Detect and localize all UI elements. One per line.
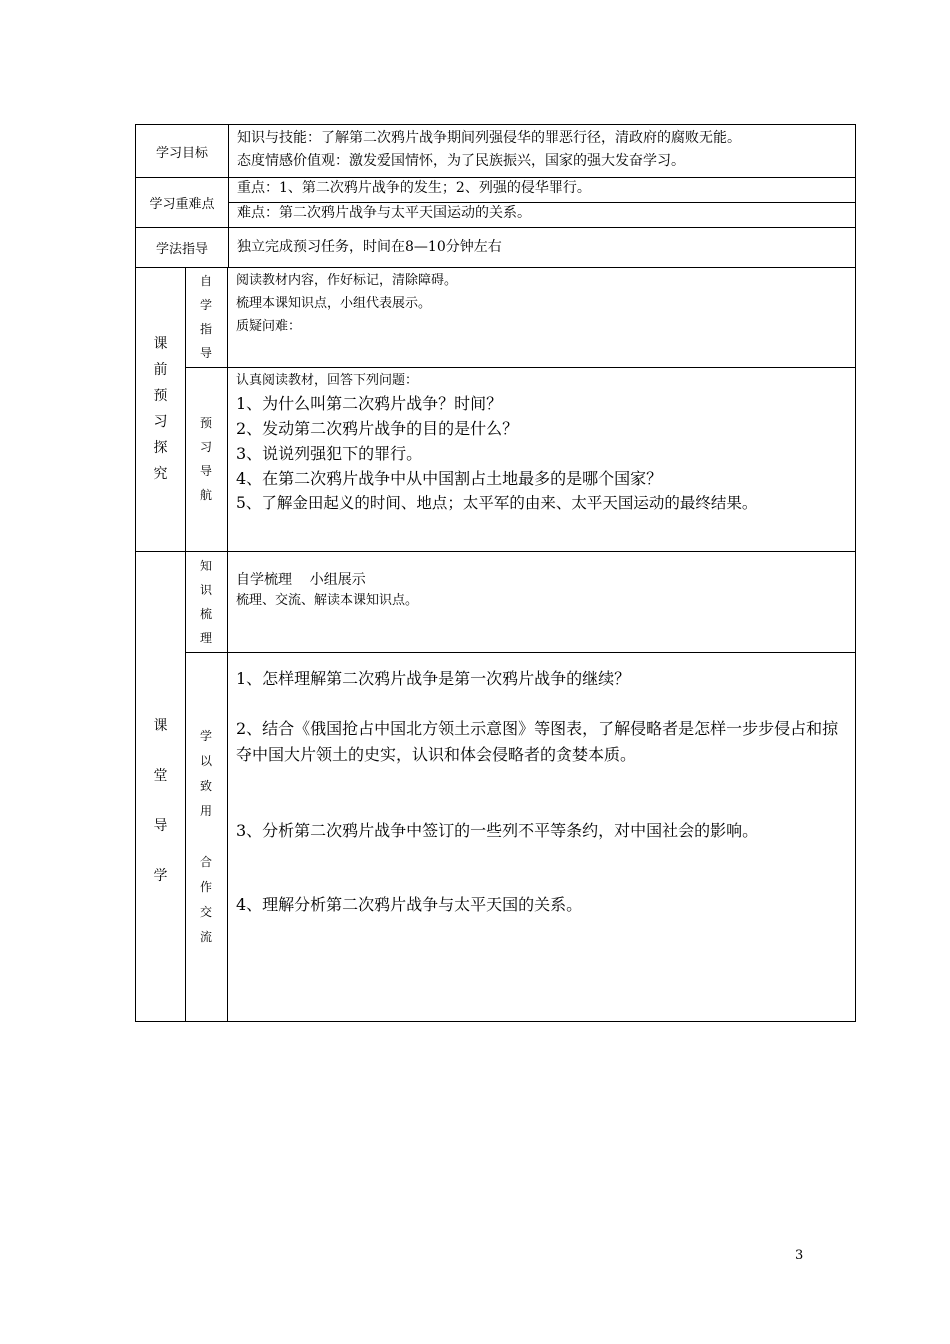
preclass-section-label: 课 前 预 习 探 究	[153, 336, 168, 482]
self-study-line-1: 阅读教材内容，作好标记，清除障碍。	[236, 273, 458, 288]
preview-question-5: 5、了解金田起义的时间、地点；太平军的由来、太平天国运动的最终结果。	[236, 494, 758, 512]
key-focus: 重点：1、第二次鸦片战争的发生；2、列强的侵华罪行。	[237, 180, 591, 196]
self-study-label: 自 学 指 导	[199, 274, 212, 360]
knowledge-label: 知 识 梳 理	[199, 558, 212, 645]
preview-question-2: 2、发动第二次鸦片战争的目的是什么？	[236, 419, 519, 438]
preview-question-4: 4、在第二次鸦片战争中从中国割占土地最多的是哪个国家？	[236, 469, 663, 488]
preview-label: 预 习 导 航	[199, 416, 212, 502]
preview-question-3: 3、说说列强犯下的罪行。	[236, 444, 423, 463]
apply-question-4: 4、理解分析第二次鸦片战争与太平天国的关系。	[236, 895, 583, 914]
key-difficulty: 难点：第二次鸦片战争与太平天国运动的关系。	[237, 205, 531, 221]
preview-intro: 认真阅读教材，回答下列问题：	[236, 373, 419, 388]
apply-question-1: 1、怎样理解第二次鸦片战争是第一次鸦片战争的继续？	[236, 669, 631, 688]
knowledge-line-1: 自学梳理 小组展示	[236, 572, 366, 588]
self-study-line-2: 梳理本课知识点，小组代表展示。	[236, 296, 432, 311]
goal-label: 学习目标	[155, 145, 208, 161]
goal-line-1: 知识与技能：了解第二次鸦片战争期间列强侵华的罪恶行径，清政府的腐败无能。	[237, 130, 741, 146]
lesson-plan-table	[135, 124, 856, 1022]
apply-label: 学 以 致 用 合 作 交 流	[199, 729, 212, 944]
inclass-section-label: 课 堂 导 学	[153, 718, 168, 884]
self-study-line-3: 质疑问难：	[236, 319, 302, 334]
key-points-label: 学习重难点	[149, 196, 215, 212]
preview-question-1: 1、为什么叫第二次鸦片战争？时间？	[236, 394, 503, 413]
method-label: 学法指导	[155, 241, 208, 257]
goal-line-2: 态度情感价值观：激发爱国情怀，为了民族振兴，国家的强大发奋学习。	[237, 153, 685, 169]
method-text: 独立完成预习任务，时间在8—10分钟左右	[237, 238, 502, 255]
apply-question-2: 2、结合《俄国抢占中国北方领土示意图》等图表，了解侵略者是怎样一步步侵占和掠夺中国大片领土的史实，认识和体会侵略者的贪婪本质。	[236, 719, 839, 764]
page-number: 3	[795, 1248, 804, 1263]
knowledge-line-2: 梳理、交流、解读本课知识点。	[236, 593, 419, 608]
apply-question-3: 3、分析第二次鸦片战争中签订的一些列不平等条约，对中国社会的影响。	[236, 821, 759, 840]
